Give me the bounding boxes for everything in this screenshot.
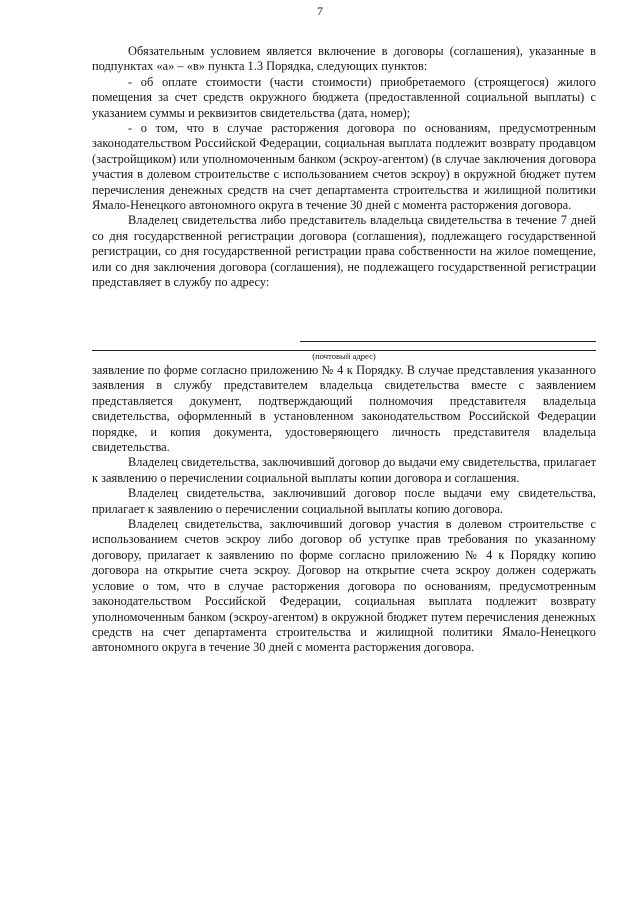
paragraph-refund-clause: - о том, что в случае расторжения договора по основаниям, предусмотренным законодательством Российской Федерации, социальная выплата подлежит возврату продавцом (застройщиком) или уполномоченным банком (эскроу-агентом) (в случае заключения договора участия в долевом строительстве с использованием счетов эскроу) в окружной бюджет путем перечисления денежных средств на счет департамента строительства и жилищной политики Ямало-Ненецкого автономного округа в течение 30 дней с момента расторжения договора. (92, 121, 596, 213)
address-fill-line-1 (300, 341, 596, 342)
postal-address-caption: (почтовый адрес) (312, 351, 376, 361)
page-number: 7 (317, 4, 323, 18)
paragraph-escrow-contract: Владелец свидетельства, заключивший договор участия в долевом строительстве с использованием счетов эскроу либо договор об уступке прав требования по указанному договору, прилагает к заявлению по форме согласно приложению № 4 к Порядку копию договора на открытие счета эскроу. Договор на открытие счета эскроу должен содержать условие о том, что в случае расторжения договора по основаниям, предусмотренным законодательством Российской Федерации, социальная выплата подлежит возврату уполномоченным банком (эскроу-агентом) в окружной бюджет путем перечисления денежных средств на счет департамента строительства и жилищной политики Ямало-Ненецкого автономного округа в течение 30 дней с момента расторжения договора. (92, 517, 596, 655)
paragraph-submission-deadline: Владелец свидетельства либо представитель владельца свидетельства в течение 7 дней со дня государственной регистрации договора (соглашения), подлежащего государственной регистрации, со дня государственной регистрации права собственности на жилое помещение, или со дня заключения договора (соглашения), не подлежащего государственной регистрации представляет в службу по адресу: (92, 213, 596, 290)
intro-block (92, 44, 596, 291)
body-block (92, 363, 596, 656)
paragraph-contract-after-issue: Владелец свидетельства, заключивший договор после выдачи ему свидетельства, прилагает к заявлению о перечислении социальной выплаты копию договора. (92, 486, 596, 516)
paragraph-mandatory-condition: Обязательным условием является включение в договоры (соглашения), указанные в подпунктах «а» – «в» пункта 1.3 Порядка, следующих пунктов: (92, 44, 596, 74)
paragraph-application-form: заявление по форме согласно приложению № 4 к Порядку. В случае представления указанного заявления в службу представителем владельца свидетельства вместе с заявлением представляется документ, подтверждающий полномочия представителя владельца свидетельства, оформленный в установленном законодательством Российской Федерации порядке, и копия документа, удостоверяющего личность представителя владельца свидетельства. (92, 363, 596, 455)
paragraph-contract-before-issue: Владелец свидетельства, заключивший договор до выдачи ему свидетельства, прилагает к заявлению о перечислении социальной выплаты копии договора и соглашения. (92, 455, 596, 485)
paragraph-payment-clause: - об оплате стоимости (части стоимости) приобретаемого (строящегося) жилого помещения за счет средств окружного бюджета (предоставленной социальной выплаты) с указанием суммы и реквизитов свидетельства (дата, номер); (92, 74, 596, 120)
